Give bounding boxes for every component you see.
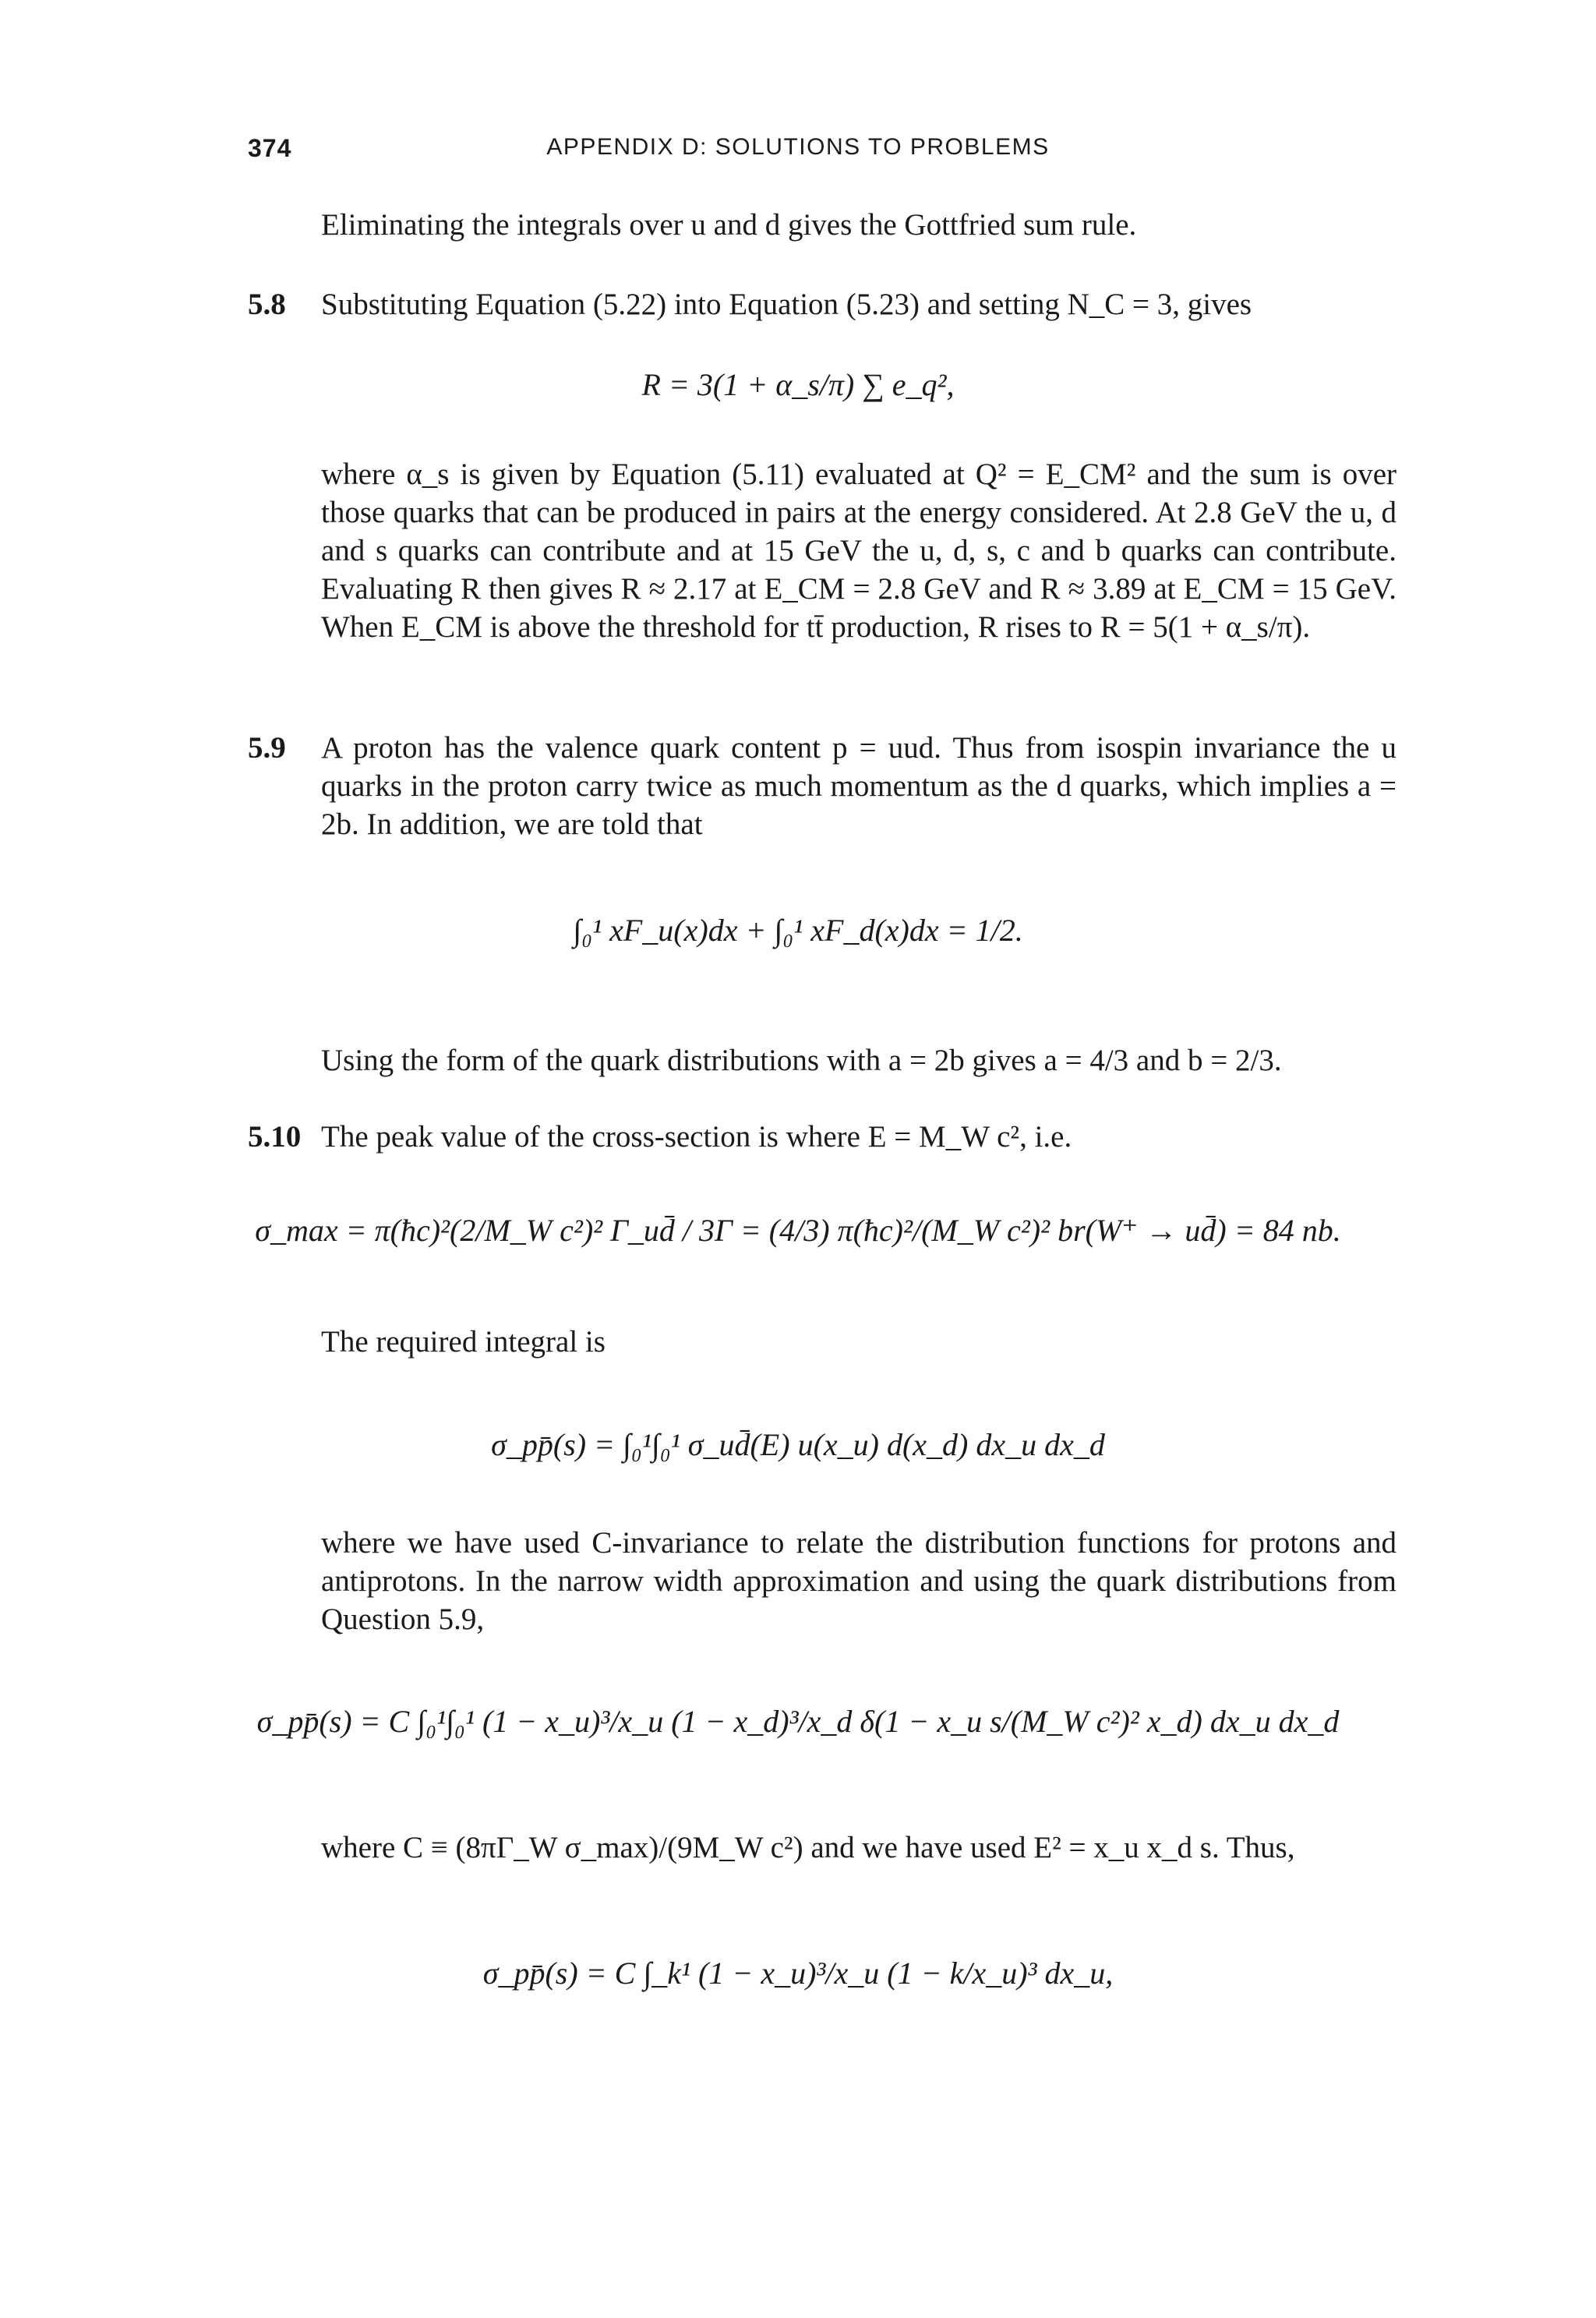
problem-5-8-para1: Substituting Equation (5.22) into Equation (5.23) and setting N_C = 3, gives	[321, 288, 1252, 321]
problem-number-5-9: 5.9	[248, 731, 286, 765]
intro-text: Eliminating the integrals over u and d gives the Gottfried sum rule.	[321, 208, 1137, 242]
problem-5-9-para2: Using the form of the quark distributions with a = 2b gives a = 4/3 and b = 2/3.	[321, 1044, 1282, 1077]
problem-5-10-para2: The required integral is	[321, 1325, 606, 1359]
problem-5-10-para3: where we have used C-invariance to relate the distribution functions for protons and antiprotons. In the narrow width approximation and using the quark distributions from Question 5.9,	[321, 1526, 1396, 1636]
equation-sigma-max: σ_max = π(ħc)²(2/M_W c²)² Γ_ud̄ / 3Γ = (4/3) π(ħc)²/(M_W c²)² br(W⁺ → ud̄) = 84 nb.	[255, 1213, 1341, 1248]
problem-5-8-para2: where α_s is given by Equation (5.11) evaluated at Q² = E_CM² and the sum is over those quarks that can be produced in pairs at the energy considered. At 2.8 GeV the u, d and s quarks can contribute and at 15 GeV the u, d, s, c and b quarks can contribute. Evaluating R then gives R ≈ 2.17 at E_CM = 2.8 GeV and R ≈ 3.89 at E_CM = 15 GeV. When E_CM is above the threshold for tt̄ production, R rises to R = 5(1 + α_s/π).	[321, 458, 1396, 644]
running-head: APPENDIX D: SOLUTIONS TO PROBLEMS	[546, 134, 1050, 160]
problem-number-5-8: 5.8	[248, 288, 286, 321]
problem-5-9-para1: A proton has the valence quark content p = uud. Thus from isospin invariance the u quarks in the proton carry twice as much momentum as the d quarks, which implies a = 2b. In addition, we are told that	[321, 731, 1396, 841]
intro-paragraph	[321, 206, 1396, 244]
page-number: 374	[248, 134, 292, 162]
equation-5-9: ∫₀¹ xF_u(x)dx + ∫₀¹ xF_d(x)dx = 1/2.	[573, 913, 1023, 948]
page-header	[0, 134, 1596, 173]
problem-5-10-para4: where C ≡ (8πΓ_W σ_max)/(9M_W c²) and we have used E² = x_u x_d s. Thus,	[321, 1831, 1295, 1864]
problem-5-10-para1: The peak value of the cross-section is where E = M_W c², i.e.	[321, 1120, 1072, 1154]
equation-5-8: R = 3(1 + α_s/π) ∑ e_q²,	[641, 367, 955, 402]
problem-number-5-10: 5.10	[248, 1120, 302, 1154]
equation-narrow-width: σ_pp̄(s) = C ∫₀¹∫₀¹ (1 − x_u)³/x_u (1 − x_d)³/x_d δ(1 − x_u s/(M_W c²)² x_d) dx_u dx_d	[256, 1704, 1340, 1739]
equation-final-integral: σ_pp̄(s) = C ∫_k¹ (1 − x_u)³/x_u (1 − k/x_u)³ dx_u,	[482, 1956, 1114, 1991]
equation-sigma-ppbar: σ_pp̄(s) = ∫₀¹∫₀¹ σ_ud̄(E) u(x_u) d(x_d) dx_u dx_d	[491, 1427, 1105, 1462]
